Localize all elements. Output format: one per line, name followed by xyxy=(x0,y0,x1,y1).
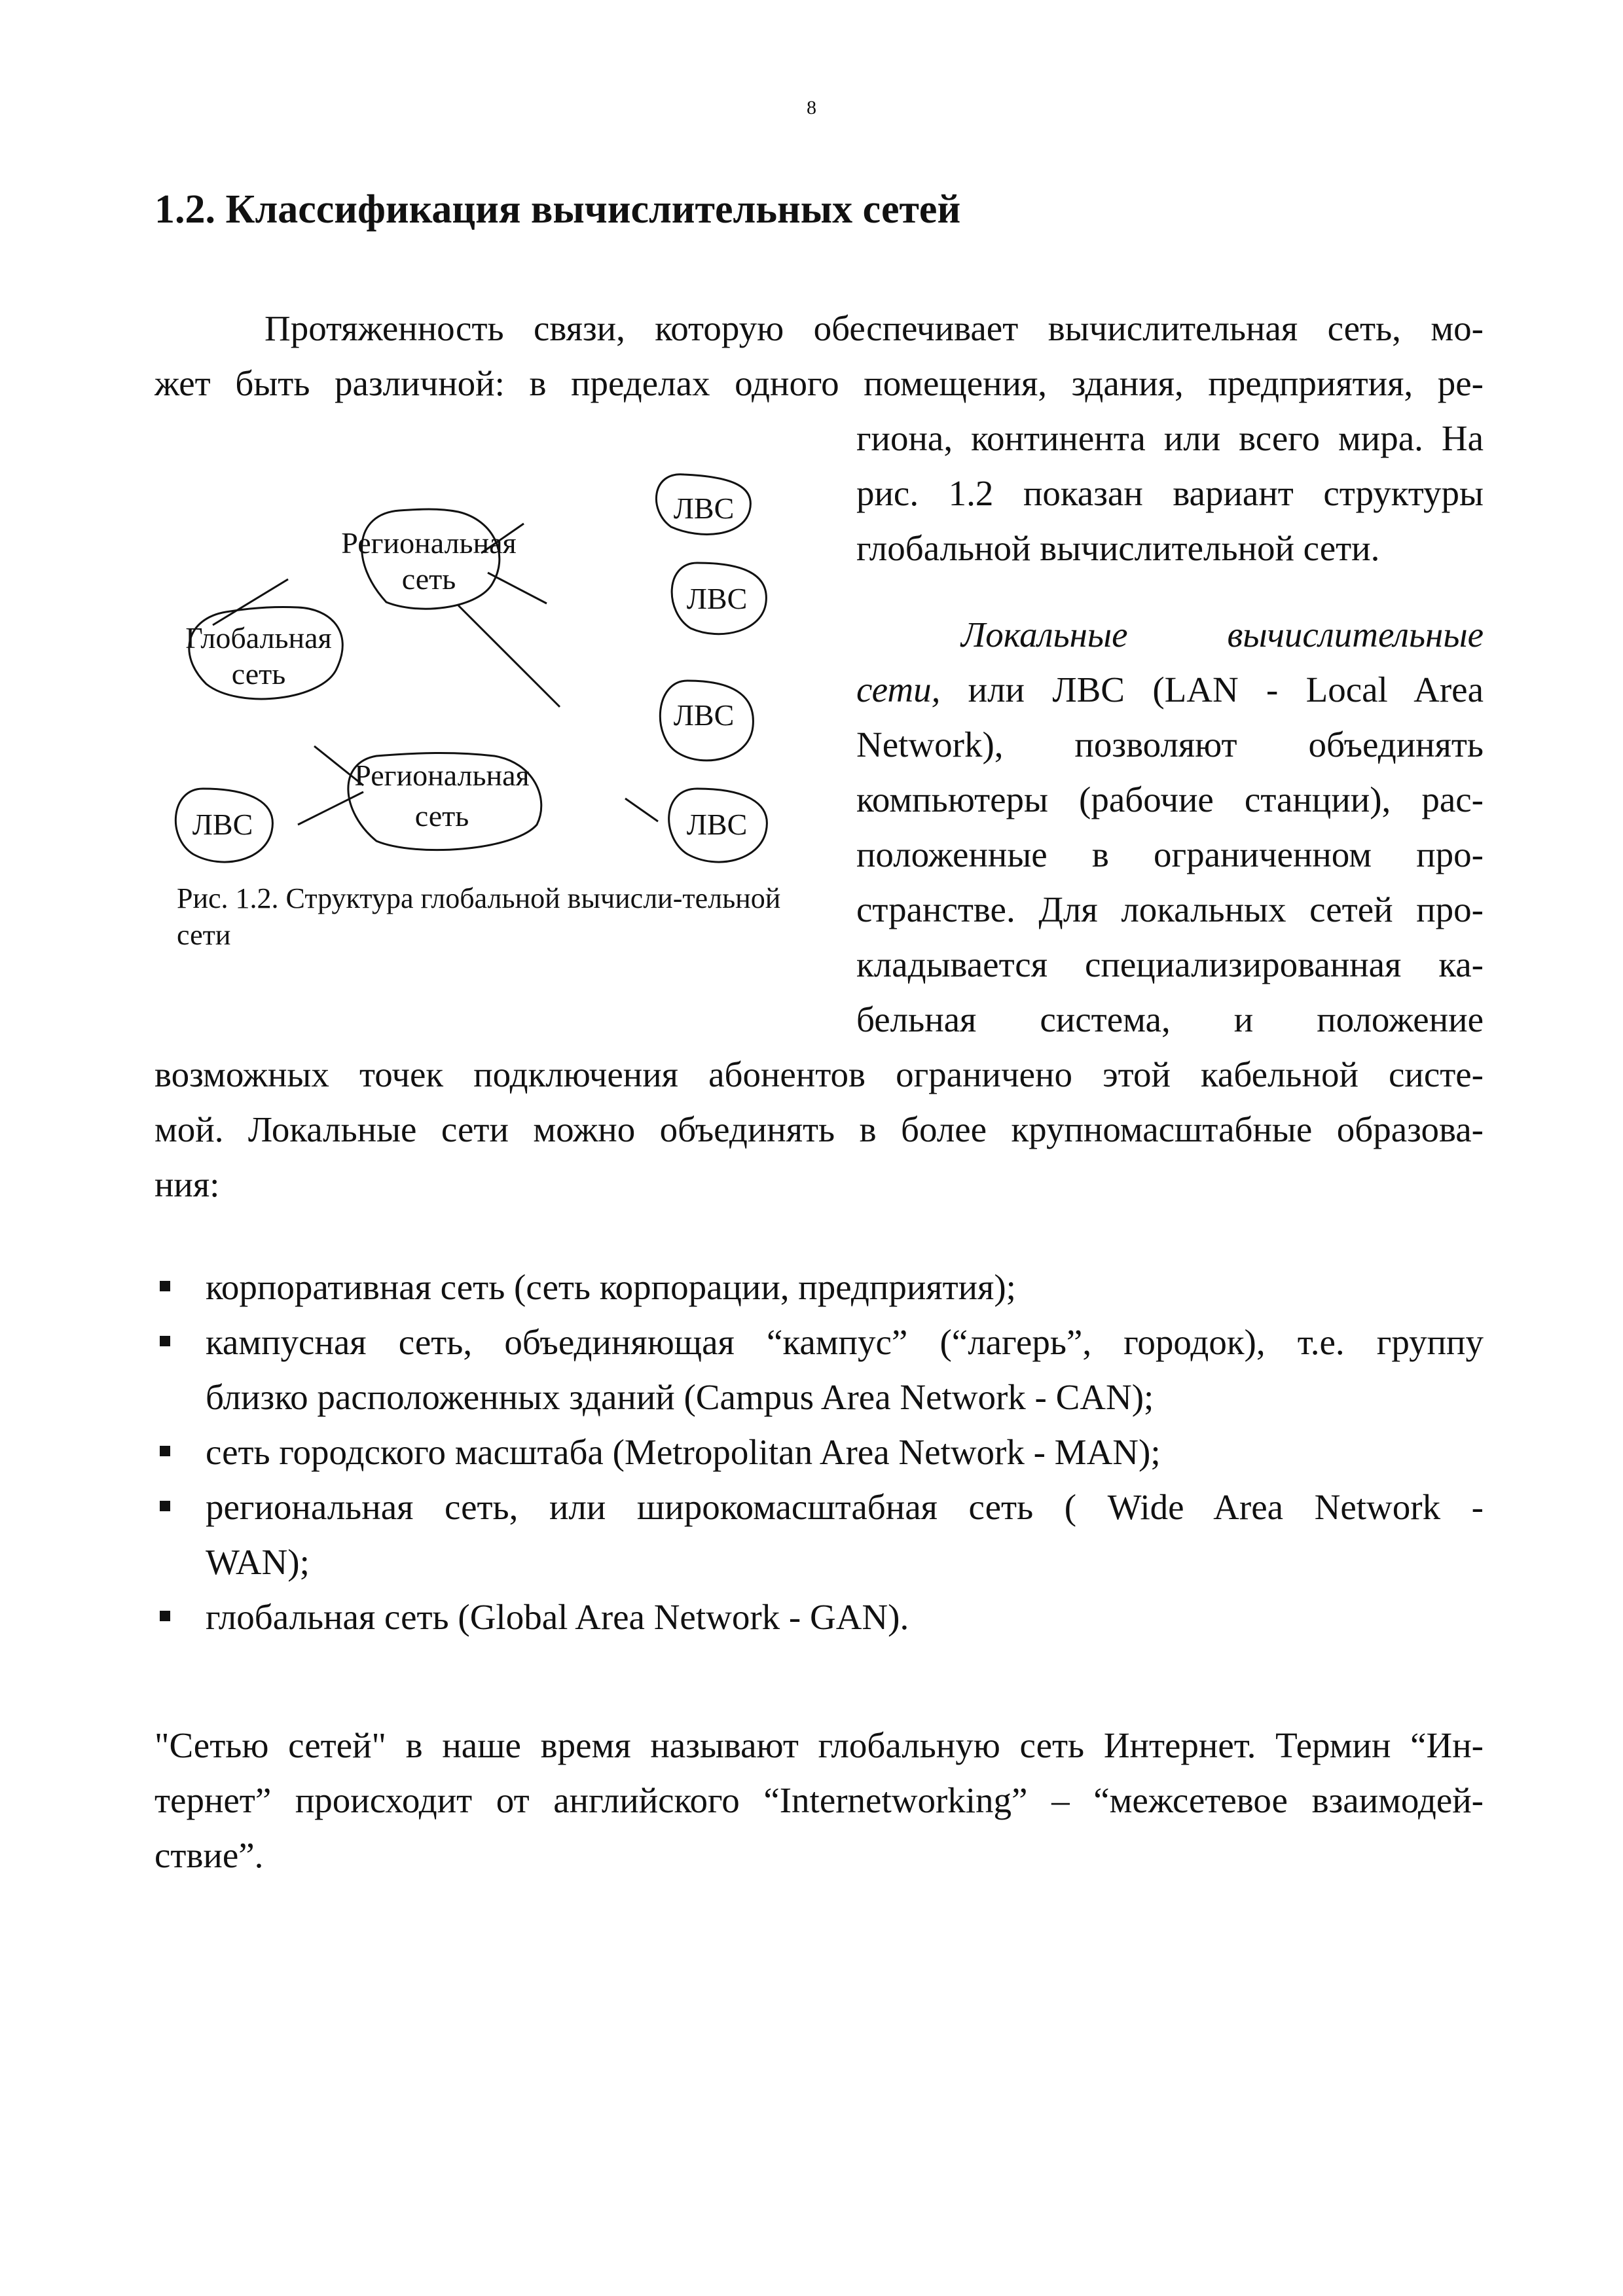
lan-node-3-label: ЛВС xyxy=(673,698,735,732)
square-bullet-icon xyxy=(160,1281,170,1291)
lan-line-1: Локальные вычислительные xyxy=(961,615,1484,655)
closing-line-2: тернет” происходит от английского “Internetworking” – “межсетевое взаимодей- xyxy=(155,1780,1484,1820)
figure-caption: Рис. 1.2. Структура глобальной вычисли-тельной сети xyxy=(177,882,781,951)
list-item xyxy=(155,1260,1484,1315)
lan-node-2-label: ЛВС xyxy=(686,582,748,615)
list-item-text: региональная сеть, или широкомасштабная сеть ( Wide Area Network - xyxy=(206,1487,1484,1527)
regional-top-label-1: Региональная xyxy=(341,526,517,560)
lan-node-1-label: ЛВС xyxy=(673,492,735,525)
square-bullet-icon xyxy=(160,1336,170,1346)
list-item xyxy=(155,1425,1484,1480)
link-regional-bottom-lan-right xyxy=(625,798,658,821)
list-item xyxy=(155,1590,1484,1645)
regional-bottom-label-2: сеть xyxy=(414,799,469,833)
closing-line-1: "Сетью сетей" в наше время называют глобальную сеть Интернет. Термин “Ин- xyxy=(155,1725,1484,1765)
intro-line-5: глобальной вычислительной сети. xyxy=(856,528,1380,568)
closing-line-3: ствие”. xyxy=(155,1835,264,1875)
network-types-list xyxy=(155,1260,1484,1645)
link-lan-left-regional-bottom xyxy=(298,792,363,825)
lan-line-2 xyxy=(856,662,1484,717)
network-structure-diagram xyxy=(167,458,835,877)
lan-node-right-label: ЛВС xyxy=(686,808,748,841)
link-regional-top-lan-3 xyxy=(458,605,560,707)
list-item-text: кампусная сеть, объединяющая “кампус” (“лагерь”, городок), т.е. группу xyxy=(206,1322,1484,1362)
list-item xyxy=(155,1480,1484,1590)
global-network-label-1: Глобальная xyxy=(185,621,332,655)
square-bullet-icon xyxy=(160,1446,170,1456)
lan-term-italic: сети, xyxy=(856,670,941,709)
intro-line-1: Протяженность связи, которую обеспечивает вычислительная сеть, мо- xyxy=(264,308,1484,348)
regional-top-label-2: сеть xyxy=(401,562,456,596)
square-bullet-icon xyxy=(160,1611,170,1621)
lan-node-left-label: ЛВС xyxy=(192,808,253,841)
lan-line-10: мой. Локальные сети можно объединять в более крупномасштабные образова- xyxy=(155,1109,1484,1149)
link-global-regional-top xyxy=(213,579,288,625)
lan-line-3: Network), позволяют объединять xyxy=(856,725,1484,764)
list-item-text-continued: WAN); xyxy=(206,1542,310,1582)
lan-line-5: положенные в ограниченном про- xyxy=(856,834,1484,874)
section-title: 1.2. Классификация вычислительных сетей xyxy=(155,187,961,232)
list-item-text: глобальная сеть (Global Area Network - GAN). xyxy=(206,1597,909,1637)
list-item-text: корпоративная сеть (сеть корпорации, предприятия); xyxy=(206,1267,1016,1307)
page-number: 8 xyxy=(807,97,816,118)
lan-line-11: ния: xyxy=(155,1164,220,1204)
lan-line-6: странстве. Для локальных сетей про- xyxy=(856,889,1484,929)
lan-line-4: компьютеры (рабочие станции), рас- xyxy=(856,780,1484,819)
square-bullet-icon xyxy=(160,1501,170,1511)
list-item xyxy=(155,1315,1484,1425)
intro-line-3: гиона, континента или всего мира. На xyxy=(856,418,1484,458)
intro-line-2: жет быть различной: в пределах одного помещения, здания, предприятия, ре- xyxy=(155,363,1484,403)
lan-line-9: возможных точек подключения абонентов ограничено этой кабельной систе- xyxy=(155,1054,1484,1094)
intro-line-4: рис. 1.2 показан вариант структуры xyxy=(856,473,1484,513)
lan-term-rest: или ЛВС (LAN - Local Area xyxy=(940,670,1484,709)
list-item-text: сеть городского масштаба (Metropolitan Area Network - MAN); xyxy=(206,1432,1161,1472)
regional-bottom-label-1: Региональная xyxy=(354,759,530,792)
list-item-text-continued: близко расположенных зданий (Campus Area Network - CAN); xyxy=(206,1377,1154,1417)
lan-line-8: бельная система, и положение xyxy=(856,999,1484,1039)
global-network-label-2: сеть xyxy=(231,657,286,691)
lan-line-7: кладывается специализированная ка- xyxy=(856,944,1484,984)
